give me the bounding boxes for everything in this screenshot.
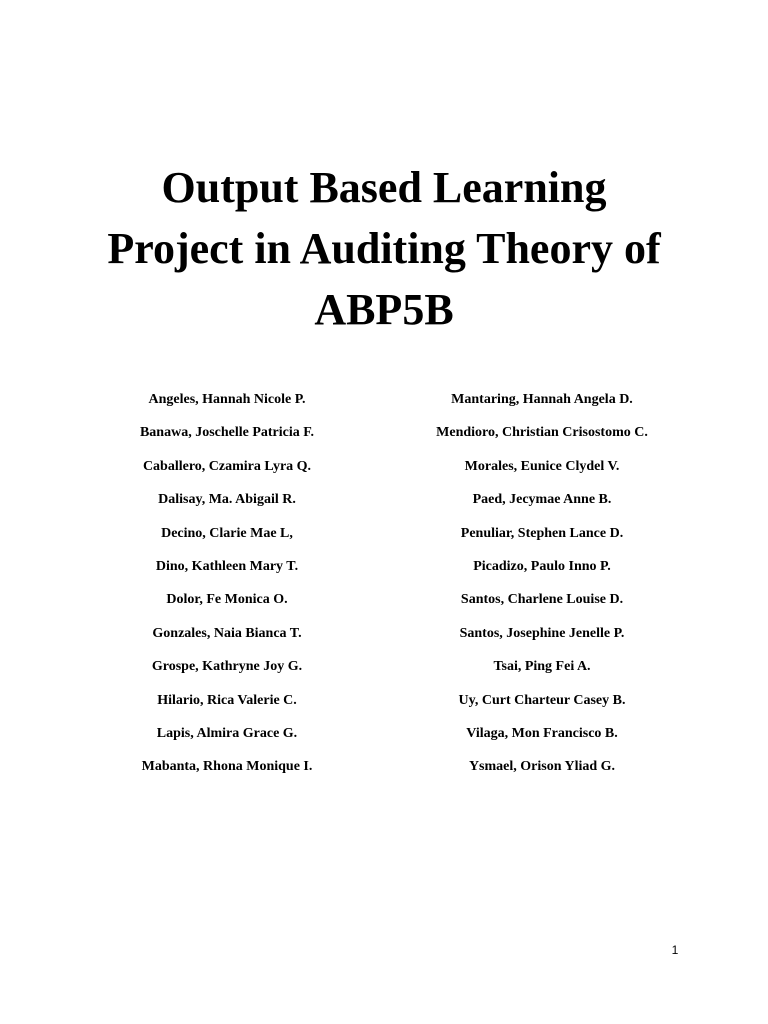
name-entry: Mantaring, Hannah Angela D. <box>451 392 633 407</box>
name-entry: Uy, Curt Charteur Casey B. <box>458 692 626 708</box>
name-entry: Hilario, Rica Valerie C. <box>157 692 297 708</box>
name-entry: Paed, Jecymae Anne B. <box>472 492 612 508</box>
name-entry: Tsai, Ping Fei A. <box>493 659 591 675</box>
name-entry: Lapis, Almira Grace G. <box>156 725 298 741</box>
name-entry: Ysmael, Orison Yliad G. <box>468 759 616 775</box>
name-entry: Dino, Kathleen Mary T. <box>155 558 299 574</box>
name-entry: Gonzales, Naia Bianca T. <box>152 625 302 641</box>
name-entry: Morales, Eunice Clydel V. <box>464 458 620 474</box>
name-entry: Vilaga, Mon Francisco B. <box>466 725 618 741</box>
title-line-1: Output Based Learning <box>161 163 607 213</box>
name-entry: Penuliar, Stephen Lance D. <box>460 525 624 541</box>
page-number: 1 <box>671 943 679 957</box>
name-entry: Banawa, Joschelle Patricia F. <box>139 425 315 441</box>
names-column-left <box>62 390 392 791</box>
name-entry: Santos, Josephine Jenelle P. <box>459 625 625 641</box>
name-entry: Mabanta, Rhona Monique I. <box>141 759 313 775</box>
title-line-2: Project in Auditing Theory of <box>107 224 661 274</box>
name-entry: Mendioro, Christian Crisostomo C. <box>436 425 648 441</box>
title-line-3: ABP5B <box>314 285 454 335</box>
name-entry: Grospe, Kathryne Joy G. <box>151 659 303 675</box>
name-entry: Angeles, Hannah Nicole P. <box>148 392 306 407</box>
name-entry: Santos, Charlene Louise D. <box>460 592 624 608</box>
name-entry: Caballero, Czamira Lyra Q. <box>142 458 312 474</box>
document-title <box>0 157 768 340</box>
name-entry: Decino, Clarie Mae L, <box>161 525 293 541</box>
name-entry: Picadizo, Paulo Inno P. <box>473 558 611 574</box>
names-column-right <box>377 390 707 791</box>
name-entry: Dalisay, Ma. Abigail R. <box>158 492 296 508</box>
name-entry: Dolor, Fe Monica O. <box>166 592 288 608</box>
